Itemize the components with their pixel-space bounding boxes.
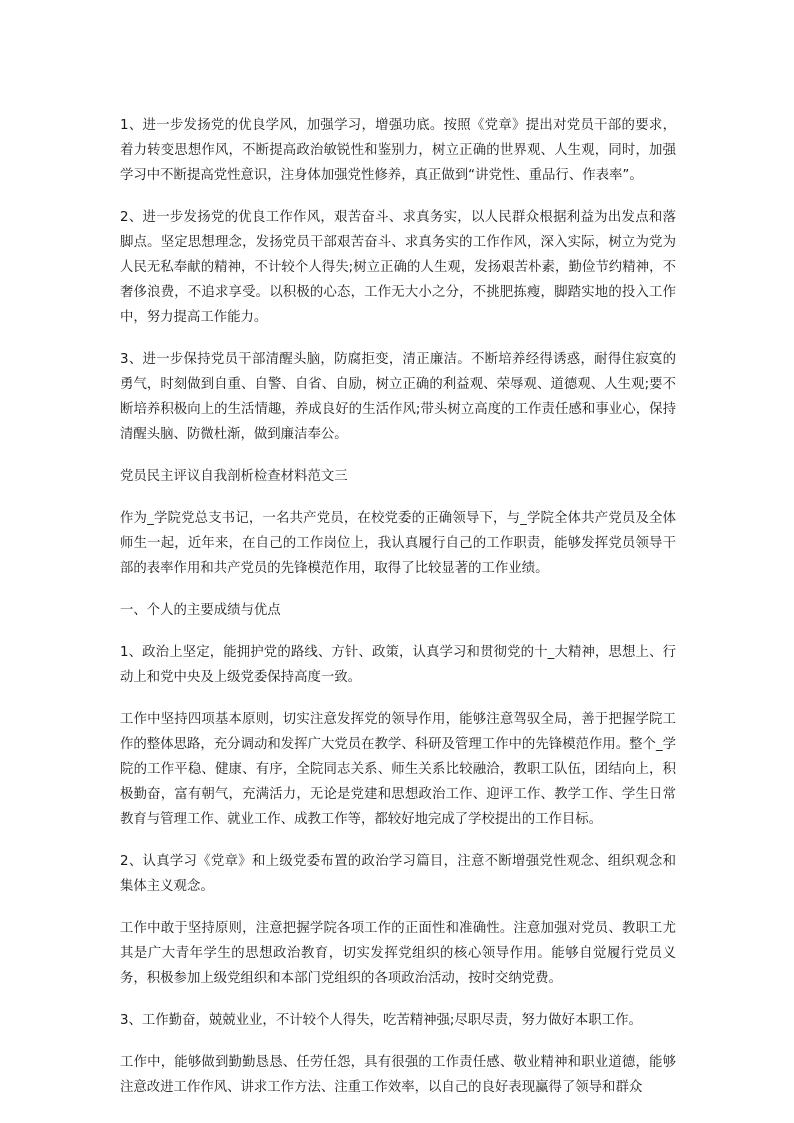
- paragraph-point-2-detail: 工作中敢于坚持原则，注意把握学院各项工作的正面性和准确性。注意加强对党员、教职工尤其是广大青年学生的思想政治教育，切实发挥党组织的核心领导作用。能够自觉履行党员义务，积极参加上级党组织和本部门党组织的各项政治活动，按时交纳党费。: [120, 921, 676, 986]
- section-title: 党员民主评议自我剖析检查材料范文三: [120, 469, 348, 484]
- paragraph-1: 1、进一步发扬党的优良学风，加强学习，增强功底。按照《党章》提出对党员干部的要求，着力转变思想作风，不断提高政治敏锐性和鉴别力，树立正确的世界观、人生观，同时，加强学习中不断提高党性意识，注身体加强党性修养，真正做到“讲党性、重品行、作表率”。: [120, 118, 676, 183]
- paragraph-point-1: 1、政治上坚定，能拥护党的路线、方针、政策，认真学习和贯彻党的十_大精神，思想上、行动上和党中央及上级党委保持高度一致。: [120, 645, 676, 685]
- paragraph-point-1-detail: 工作中坚持四项基本原则，切实注意发挥党的领导作用，能够注意驾驭全局，善于把握学院工作的整体思路，充分调动和发挥广大党员在教学、科研及管理工作中的先锋模范作用。整个_学院的工作平稳、健康、有序，全院同志关系、师生关系比较融洽，教职工队伍，团结向上，积极勤奋，富有朝气，充满活力，无论是党建和思想政治工作、迎评工作、教学工作、学生日常教育与管理工作、就业工作、成教工作等，都较好地完成了学校提出的工作目标。: [120, 712, 676, 827]
- paragraph-point-2: 2、认真学习《党章》和上级党委布置的政治学习篇目，注意不断增强党性观念、组织观念和集体主义观念。: [120, 854, 676, 894]
- paragraph-point-3: 3、工作勤奋，兢兢业业，不计较个人得失，吃苦精神强;尽职尽责，努力做好本职工作。: [120, 1013, 642, 1028]
- subsection-heading: 一、个人的主要成绩与优点: [120, 603, 281, 618]
- paragraph-intro: 作为_学院党总支书记，一名共产党员，在校党委的正确领导下，与_学院全体共产党员及全体师生一起，近年来，在自己的工作岗位上，我认真履行自己的工作职责，能够发挥党员领导干部的表率作用和共产党员的先锋模范作用，取得了比较显著的工作业绩。: [120, 511, 676, 576]
- paragraph-3: 3、进一步保持党员干部清醒头脑，防腐拒变，清正廉洁。不断培养经得诱惑，耐得住寂寞的勇气，时刻做到自重、自警、自省、自励，树立正确的利益观、荣辱观、道德观、人生观;要不断培养积极向上的生活情趣，养成良好的生活作风;带头树立高度的工作责任感和事业心，保持清醒头脑、防微杜渐，做到廉洁奉公。: [120, 352, 676, 442]
- paragraph-2: 2、进一步发扬党的优良工作作风，艰苦奋斗、求真务实，以人民群众根据利益为出发点和落脚点。坚定思想理念，发扬党员干部艰苦奋斗、求真务实的工作作风，深入实际，树立为党为人民无私奉献的精神，不计较个人得失;树立正确的人生观，发扬艰苦朴素，勤俭节约精神，不奢侈浪费，不追求享受。以积极的心态，工作无大小之分，不挑肥拣瘦，脚踏实地的投入工作中，努力提高工作能力。: [120, 210, 676, 325]
- paragraph-point-3-detail: 工作中，能够做到勤勤恳恳、任劳任怨，具有很强的工作责任感、敬业精神和职业道德，能够注意改进工作作风、讲求工作方法、注重工作效率，以自己的良好表现赢得了领导和群众: [120, 1055, 676, 1095]
- document-page: [120, 113, 676, 1117]
